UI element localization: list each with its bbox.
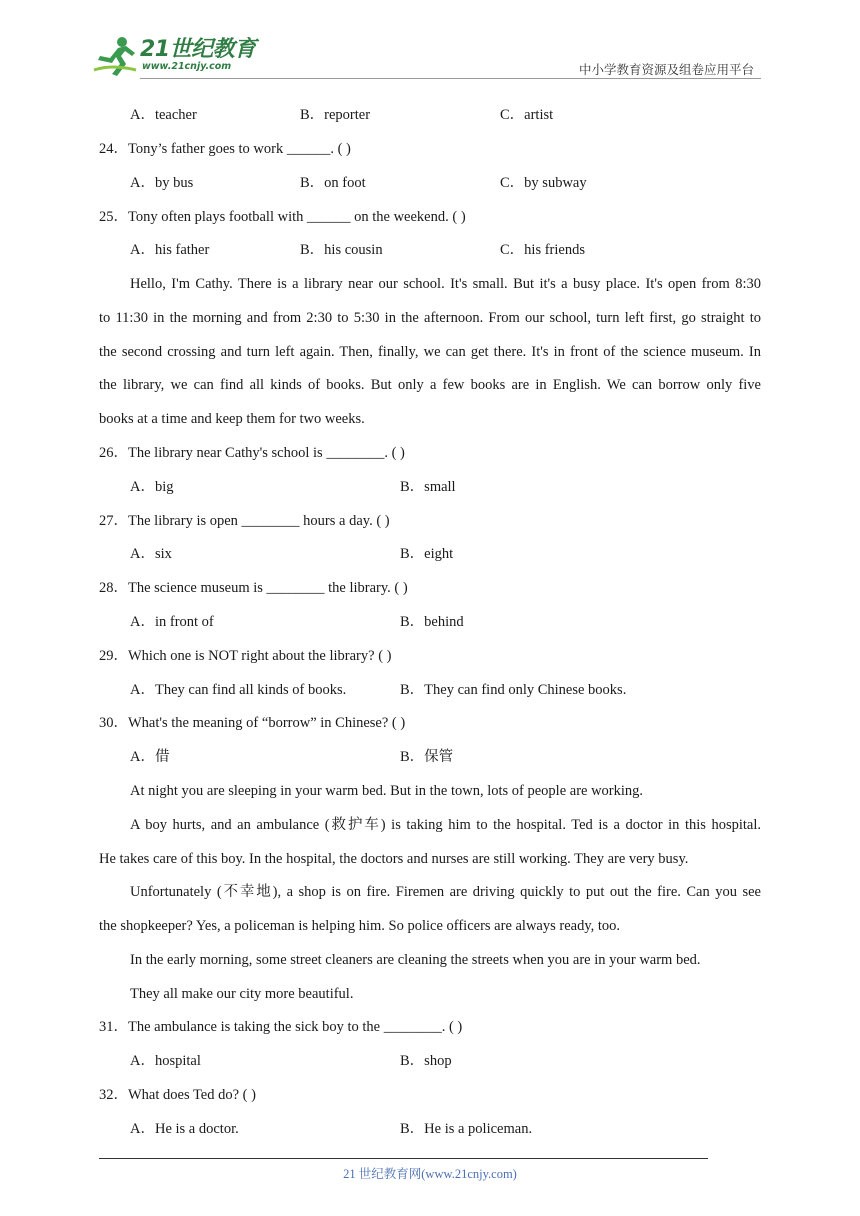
passage2-para-5: They all make our city more beautiful. [130, 986, 354, 1002]
q30-option-a[interactable]: A．借 [130, 749, 170, 765]
q30-stem: 30．What's the meaning of “borrow” in Chinese? ( ) [99, 715, 406, 731]
page-footer[interactable]: 21 世纪教育网(www.21cnjy.com) [343, 1167, 517, 1181]
site-logo [92, 34, 262, 78]
q27-stem: 27．The library is open ________ hours a day. ( ) [99, 513, 390, 529]
passage2-para-3-line-2: the shopkeeper? Yes, a policeman is helping him. So police officers are always ready, too. [99, 918, 621, 934]
q24-stem: 24．Tony’s father goes to work ______. ( ) [99, 141, 351, 157]
q32-option-b[interactable]: B．He is a policeman. [400, 1121, 533, 1137]
q26-stem: 26．The library near Cathy's school is ________. ( ) [99, 445, 405, 461]
q29-stem: 29．Which one is NOT right about the library? ( ) [99, 648, 392, 664]
q24-option-a[interactable]: A．by bus [130, 175, 194, 191]
passage1-line-4: the library, we can find all kinds of books. But only a few books are in English. We can borrow only five [99, 377, 761, 393]
logo-url: www.21cnjy.com [142, 61, 232, 72]
q26-option-a[interactable]: A．big [130, 479, 174, 495]
q27-option-a[interactable]: A．six [130, 546, 172, 562]
q32-option-a[interactable]: A．He is a doctor. [130, 1121, 239, 1137]
q31-option-a[interactable]: A．hospital [130, 1053, 201, 1069]
platform-name: 中小学教育资源及组卷应用平台 [578, 62, 754, 77]
passage2-para-1: At night you are sleeping in your warm bed. But in the town, lots of people are working. [130, 783, 644, 799]
logo-text: 21世纪教育 [140, 37, 256, 62]
q23-option-a[interactable]: A．teacher [130, 107, 197, 123]
header-divider [140, 78, 761, 79]
footer-divider [99, 1158, 708, 1159]
q28-option-b[interactable]: B．behind [400, 614, 464, 630]
page-header [0, 0, 860, 80]
q30-option-b[interactable]: B．保管 [400, 749, 454, 765]
passage1-line-2: to 11:30 in the morning and from 2:30 to 5:30 in the afternoon. From our school, turn left first, go straight to [99, 310, 761, 326]
q25-stem: 25．Tony often plays football with ______ on the weekend. ( ) [99, 209, 466, 225]
q31-stem: 31．The ambulance is taking the sick boy to the ________. ( ) [99, 1019, 463, 1035]
q26-option-b[interactable]: B．small [400, 479, 456, 495]
q27-option-b[interactable]: B．eight [400, 546, 454, 562]
passage1-line-1: Hello, I'm Cathy. There is a library near our school. It's small. But it's a busy place. It's open from 8:30 [130, 276, 761, 292]
q29-option-a[interactable]: A．They can find all kinds of books. [130, 682, 347, 698]
passage2-para-4: In the early morning, some street cleaners are cleaning the streets when you are in your warm bed. [130, 952, 701, 968]
passage2-para-2-line-1: A boy hurts, and an ambulance (救护车) is taking him to the hospital. Ted is a doctor in this hospital. [130, 817, 761, 833]
runner-logo-icon [92, 34, 142, 78]
passage1-line-3: the second crossing and turn left again. Then, finally, we can get there. It's in front of the science museum. In [99, 344, 761, 360]
passage2-para-3-line-1: Unfortunately (不幸地), a shop is on fire. Firemen are driving quickly to put out the fire. Can you see [130, 884, 761, 900]
q23-option-c[interactable]: C．artist [500, 107, 554, 123]
q25-option-b[interactable]: B．his cousin [300, 242, 383, 258]
q28-stem: 28．The science museum is ________ the library. ( ) [99, 580, 408, 596]
q31-option-b[interactable]: B．shop [400, 1053, 452, 1069]
q25-option-a[interactable]: A．his father [130, 242, 210, 258]
q24-option-b[interactable]: B．on foot [300, 175, 366, 191]
q25-option-c[interactable]: C．his friends [500, 242, 585, 258]
q32-stem: 32．What does Ted do? ( ) [99, 1087, 256, 1103]
q29-option-b[interactable]: B．They can find only Chinese books. [400, 682, 627, 698]
passage2-para-2-line-2: He takes care of this boy. In the hospital, the doctors and nurses are still working. They are very busy. [99, 851, 689, 867]
q24-option-c[interactable]: C．by subway [500, 175, 587, 191]
passage1-line-5: books at a time and keep them for two weeks. [99, 411, 365, 427]
q28-option-a[interactable]: A．in front of [130, 614, 214, 630]
q23-option-b[interactable]: B．reporter [300, 107, 371, 123]
